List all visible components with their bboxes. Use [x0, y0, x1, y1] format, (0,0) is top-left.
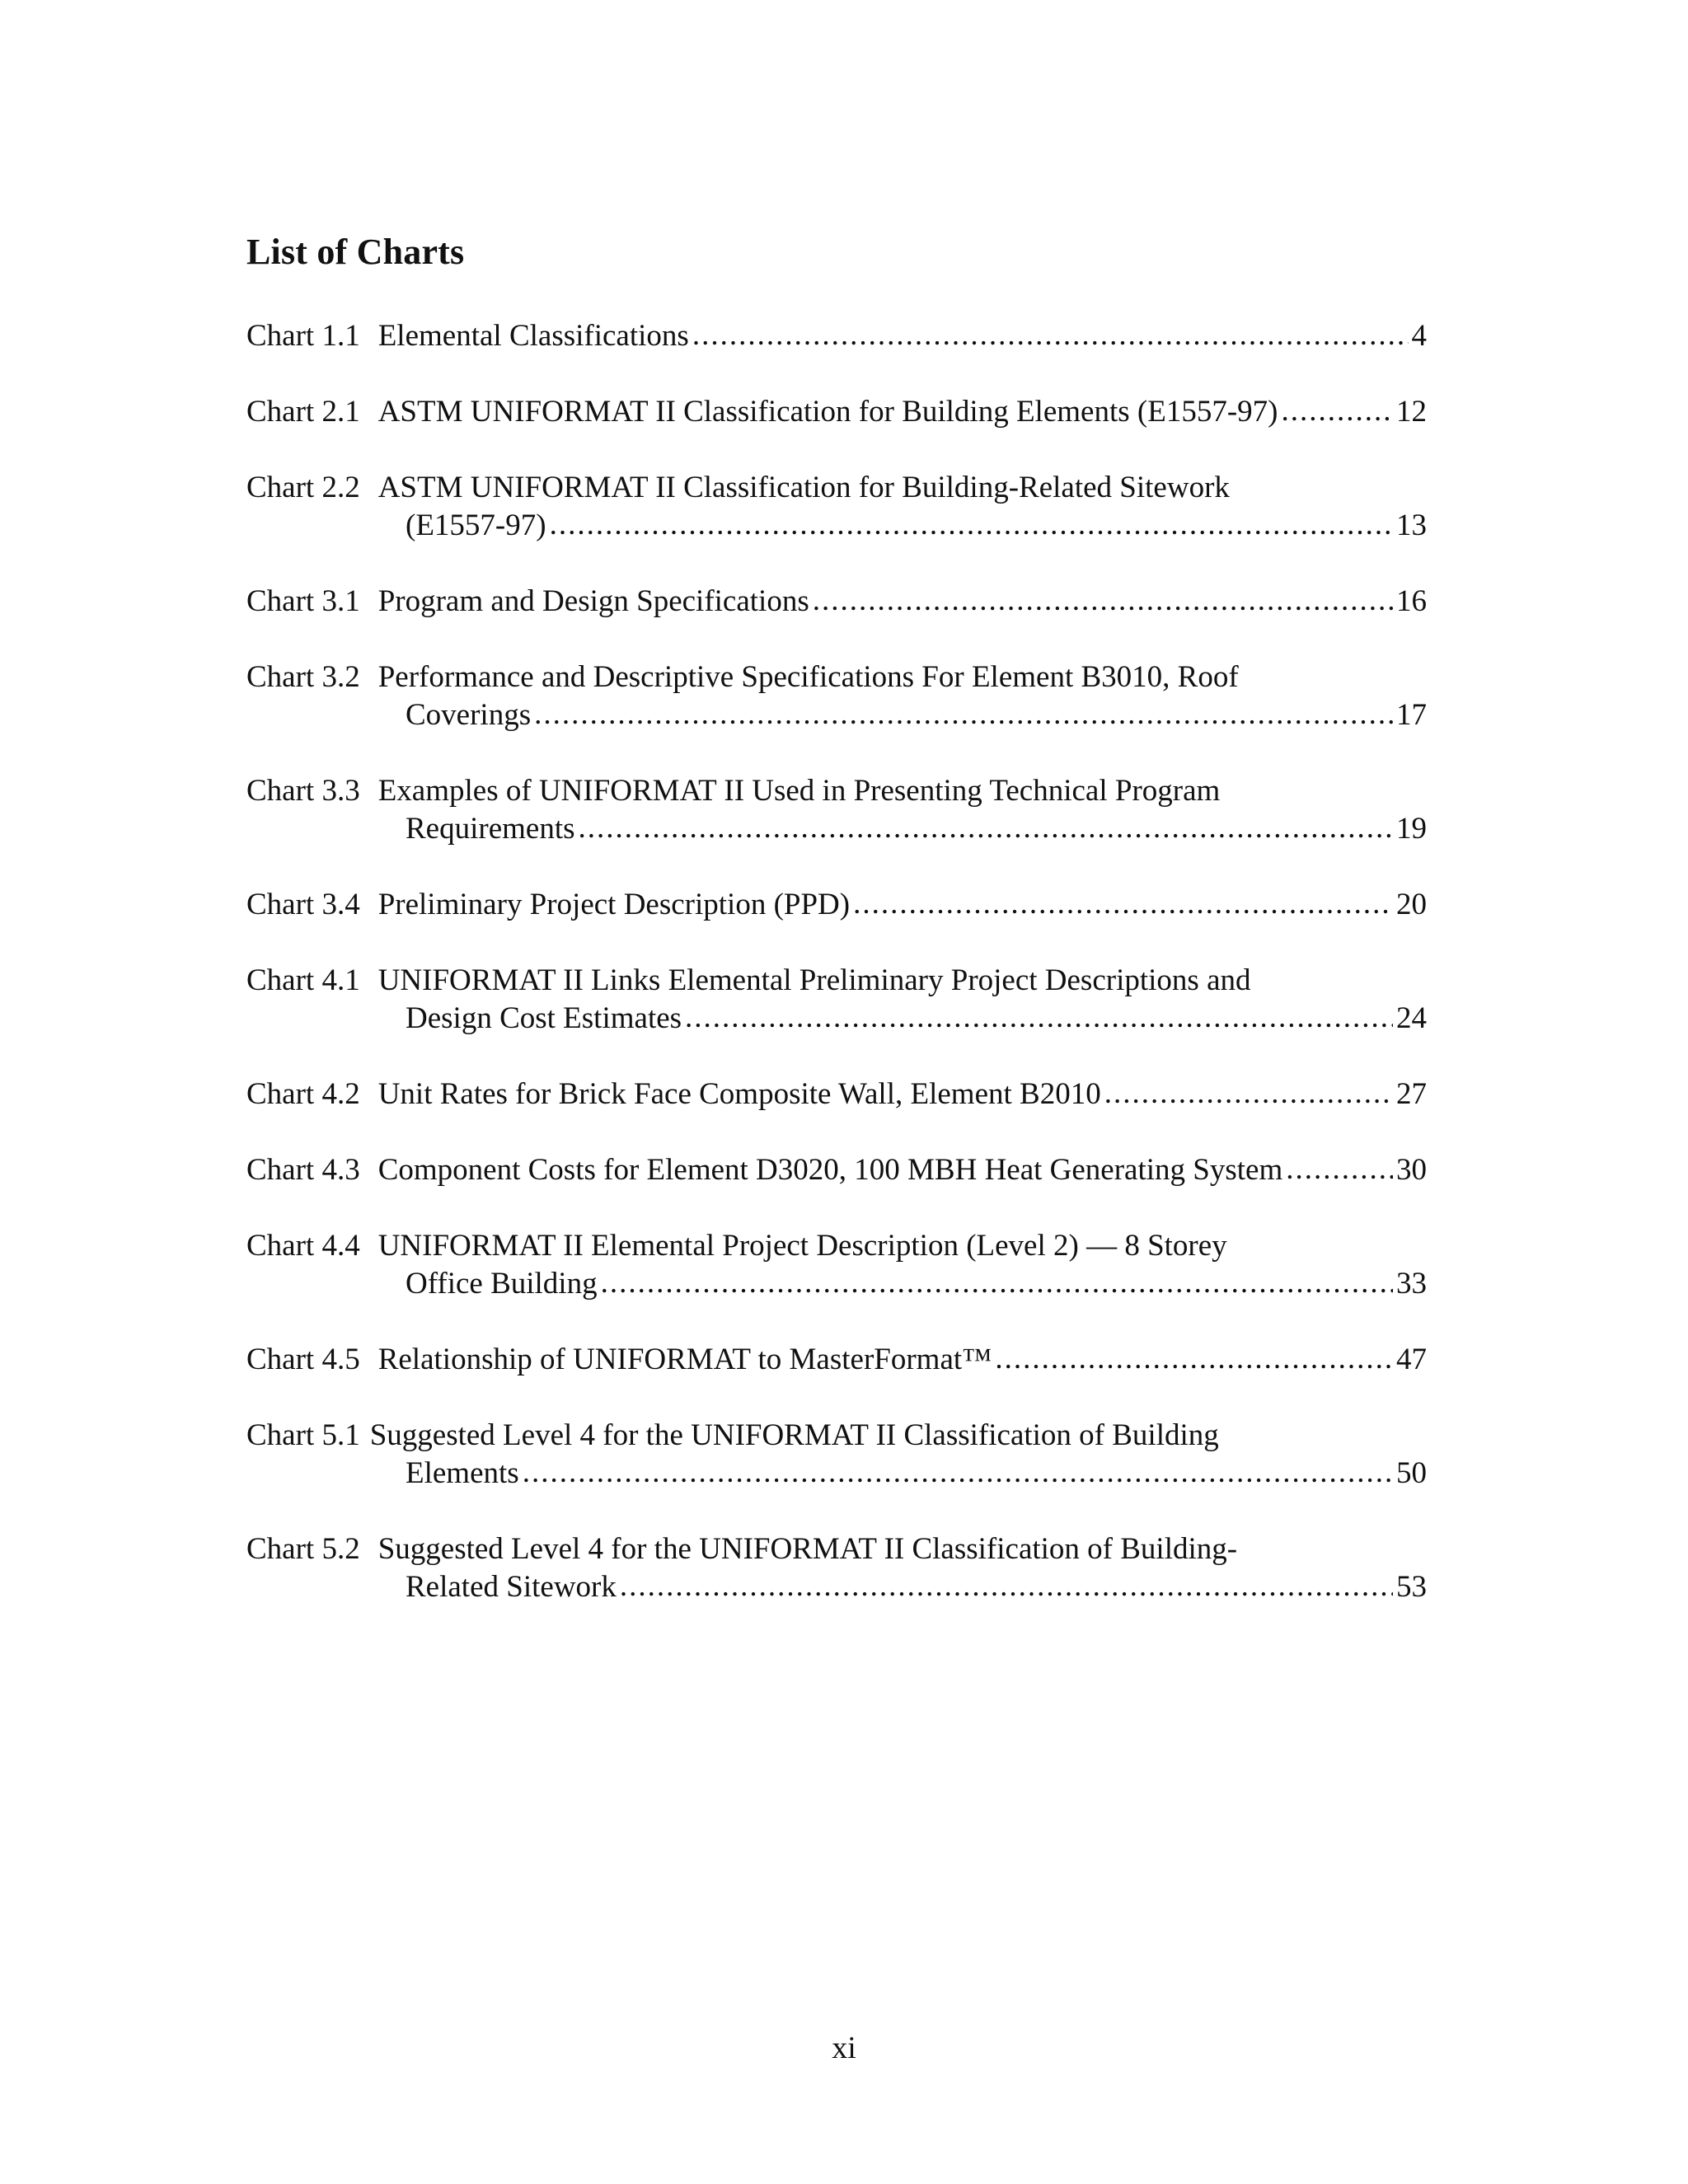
chart-title-continuation: Related Sitework: [406, 1570, 617, 1604]
page-number: 17: [1396, 698, 1427, 732]
page-number: 20: [1396, 888, 1427, 921]
chart-title: ASTM UNIFORMAT II Classification for Building Elements (E1557-97): [377, 395, 1278, 429]
dot-leader: [601, 1264, 1393, 1302]
page-number: 4: [1411, 319, 1427, 353]
chart-number: Chart 4.2: [246, 1077, 360, 1111]
page-folio: xi: [832, 2031, 856, 2065]
chart-number: Chart 5.2: [246, 1532, 360, 1566]
chart-number: Chart 5.1: [246, 1418, 360, 1452]
chart-title-continuation: Office Building: [406, 1267, 598, 1301]
toc-entry-continuation-line: [246, 696, 1427, 734]
chart-number: Chart 3.1: [246, 584, 360, 618]
page-number: 16: [1396, 584, 1427, 618]
toc-entry-continuation-line: [246, 1265, 1427, 1303]
page-number: 50: [1396, 1456, 1427, 1490]
toc-entry[interactable]: [246, 469, 1427, 545]
dot-leader: [579, 809, 1393, 847]
toc-entry-line: [246, 772, 1427, 810]
toc-entry-line: [246, 962, 1427, 1000]
chart-number: Chart 3.2: [246, 660, 360, 694]
toc-entry-continuation-line: [246, 1568, 1427, 1606]
toc-entry[interactable]: [246, 658, 1427, 734]
page-number: 33: [1396, 1267, 1427, 1301]
page-number: 19: [1396, 812, 1427, 846]
dot-leader: [853, 885, 1393, 923]
toc-entry-line: [246, 1341, 1427, 1379]
chart-title: UNIFORMAT II Links Elemental Preliminary Project Descriptions and: [377, 963, 1251, 997]
toc-entry[interactable]: [246, 772, 1427, 848]
chart-number: Chart 4.1: [246, 963, 360, 997]
dot-leader: [1104, 1075, 1393, 1113]
chart-title: Unit Rates for Brick Face Composite Wall, Element B2010: [377, 1077, 1101, 1111]
toc-entry[interactable]: [246, 1076, 1427, 1113]
toc-entry-continuation-line: [246, 1000, 1427, 1038]
toc-entry[interactable]: [246, 1151, 1427, 1189]
toc-entry-line: [246, 393, 1427, 431]
chart-title-continuation: Design Cost Estimates: [406, 1001, 682, 1035]
dot-leader: [692, 316, 1409, 354]
toc-entry[interactable]: [246, 1227, 1427, 1303]
chart-number: Chart 4.5: [246, 1343, 360, 1376]
dot-leader: [685, 999, 1393, 1037]
toc-entry-continuation-line: [246, 1455, 1427, 1493]
chart-title: Program and Design Specifications: [377, 584, 809, 618]
chart-number: Chart 4.4: [246, 1229, 360, 1263]
chart-title: Relationship of UNIFORMAT to MasterFormat™: [377, 1343, 992, 1376]
chart-title-continuation: (E1557-97): [406, 509, 546, 542]
chart-title: Examples of UNIFORMAT II Used in Presenting Technical Program: [377, 774, 1221, 808]
page-number: 47: [1396, 1343, 1427, 1376]
chart-title: Component Costs for Element D3020, 100 MBH Heat Generating System: [377, 1153, 1283, 1187]
dot-leader: [620, 1568, 1393, 1605]
dot-leader: [534, 696, 1393, 733]
chart-number: Chart 2.2: [246, 471, 360, 504]
toc-entry[interactable]: [246, 1341, 1427, 1379]
page-number: 53: [1396, 1570, 1427, 1604]
chart-title-continuation: Coverings: [406, 698, 532, 732]
chart-title: ASTM UNIFORMAT II Classification for Building-Related Sitework: [377, 471, 1230, 504]
toc-entry-line: [246, 469, 1427, 507]
chart-number: Chart 3.3: [246, 774, 360, 808]
page-number: 13: [1396, 509, 1427, 542]
page-number: 27: [1396, 1077, 1427, 1111]
chart-title: Performance and Descriptive Specifications For Element B3010, Roof: [377, 660, 1239, 694]
toc-entry[interactable]: [246, 1530, 1427, 1606]
toc-entry[interactable]: [246, 583, 1427, 621]
toc-entry-line: [246, 1417, 1427, 1455]
page-title: List of Charts: [246, 232, 465, 272]
chart-title: UNIFORMAT II Elemental Project Description (Level 2) — 8 Storey: [377, 1229, 1227, 1263]
chart-number: Chart 4.3: [246, 1153, 360, 1187]
list-of-charts: [246, 317, 1427, 1644]
chart-title: Elemental Classifications: [377, 319, 689, 353]
chart-title-continuation: Requirements: [406, 812, 575, 846]
page-number: 30: [1396, 1153, 1427, 1187]
toc-entry[interactable]: [246, 1417, 1427, 1493]
toc-entry[interactable]: [246, 962, 1427, 1038]
toc-entry-line: [246, 1076, 1427, 1113]
chart-title-continuation: Elements: [406, 1456, 519, 1490]
chart-number: Chart 2.1: [246, 395, 360, 429]
toc-entry-line: [246, 1530, 1427, 1568]
dot-leader: [1281, 392, 1393, 430]
page-number: 24: [1396, 1001, 1427, 1035]
chart-number: Chart 3.4: [246, 888, 360, 921]
dot-leader: [523, 1454, 1393, 1492]
page-number: 12: [1396, 395, 1427, 429]
chart-title: Suggested Level 4 for the UNIFORMAT II Classification of Building: [369, 1418, 1219, 1452]
dot-leader: [813, 582, 1393, 620]
chart-title: Suggested Level 4 for the UNIFORMAT II Classification of Building-: [377, 1532, 1238, 1566]
toc-entry-line: [246, 1227, 1427, 1265]
dot-leader: [1286, 1151, 1393, 1188]
chart-number: Chart 1.1: [246, 319, 360, 353]
toc-entry-line: [246, 317, 1427, 355]
toc-entry[interactable]: [246, 886, 1427, 924]
dot-leader: [995, 1340, 1393, 1378]
toc-entry-line: [246, 658, 1427, 696]
toc-entry-line: [246, 583, 1427, 621]
toc-entry-continuation-line: [246, 507, 1427, 545]
chart-title: Preliminary Project Description (PPD): [377, 888, 851, 921]
toc-entry[interactable]: [246, 317, 1427, 355]
toc-entry-line: [246, 886, 1427, 924]
toc-entry[interactable]: [246, 393, 1427, 431]
dot-leader: [550, 506, 1393, 544]
toc-entry-continuation-line: [246, 810, 1427, 848]
toc-entry-line: [246, 1151, 1427, 1189]
